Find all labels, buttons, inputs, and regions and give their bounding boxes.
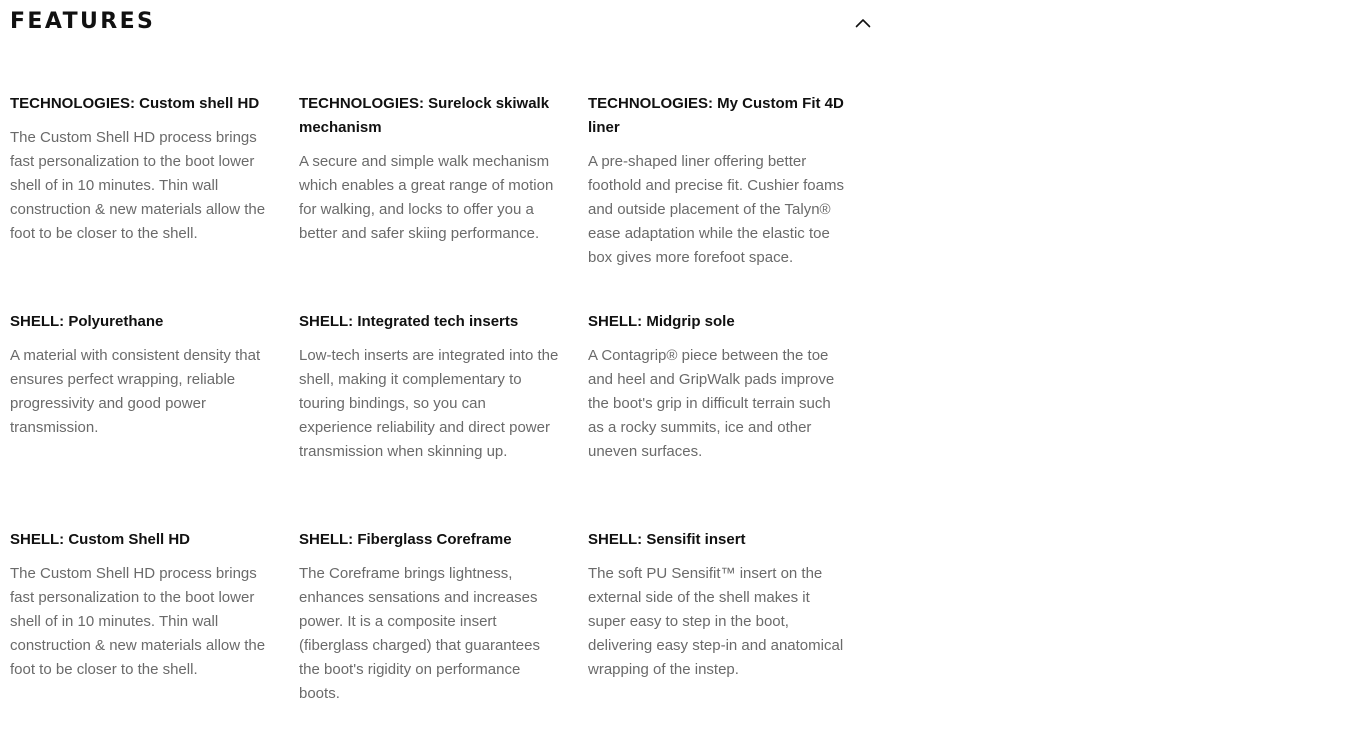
- features-header[interactable]: [10, 0, 872, 48]
- feature-title: SHELL: Fiberglass Coreframe: [299, 531, 512, 548]
- feature-title: TECHNOLOGIES: My Custom Fit 4D liner: [588, 95, 844, 136]
- feature-description: The Coreframe brings lightness, enhances sensations and increases power. It is a composite insert (fiberglass charged) that guarantees the boot's rigidity on performance boots.: [299, 565, 540, 702]
- feature-description: Low-tech inserts are integrated into the shell, making it complementary to touring bindings, so you can experience reliability and direct power transmission when skinning up.: [299, 347, 559, 460]
- feature-description: A pre-shaped liner offering better foothold and precise fit. Cushier foams and outside placement of the Talyn® ease adaptation while the elastic toe box gives more forefoot space.: [588, 153, 844, 266]
- features-grid: [10, 92, 848, 724]
- feature-description: A material with consistent density that ensures perfect wrapping, reliable progressivity and good power transmission.: [10, 347, 261, 436]
- section-title: FEATURES: [10, 9, 156, 34]
- feature-item: [588, 310, 848, 506]
- feature-title: SHELL: Polyurethane: [10, 313, 164, 330]
- feature-description: A Contagrip® piece between the toe and heel and GripWalk pads improve the boot's grip in difficult terrain such as a rocky summits, ice and other uneven surfaces.: [588, 347, 835, 460]
- feature-description: The Custom Shell HD process brings fast personalization to the boot lower shell of in 10 minutes. Thin wall construction & new materials allow the foot to be closer to the shell.: [10, 565, 266, 678]
- feature-description: The Custom Shell HD process brings fast personalization to the boot lower shell of in 10 minutes. Thin wall construction & new materials allow the foot to be closer to the shell.: [10, 129, 266, 242]
- feature-item: [588, 92, 848, 288]
- feature-title: TECHNOLOGIES: Surelock skiwalk mechanism: [299, 95, 550, 136]
- feature-item: [299, 92, 559, 288]
- feature-title: TECHNOLOGIES: Custom shell HD: [10, 95, 260, 112]
- chevron-up-icon[interactable]: [853, 13, 873, 33]
- feature-title: SHELL: Sensifit insert: [588, 531, 746, 548]
- feature-title: SHELL: Integrated tech inserts: [299, 313, 519, 330]
- feature-description: The soft PU Sensifit™ insert on the external side of the shell makes it super easy to step in the boot, delivering easy step-in and anatomical wrapping of the instep.: [588, 565, 844, 678]
- feature-item: [588, 528, 848, 724]
- feature-description: A secure and simple walk mechanism which enables a great range of motion for walking, and locks to offer you a better and safer skiing performance.: [299, 153, 554, 242]
- features-section: [10, 0, 872, 702]
- feature-title: SHELL: Custom Shell HD: [10, 531, 191, 548]
- feature-item: [10, 310, 270, 506]
- feature-item: [10, 528, 270, 724]
- feature-item: [299, 528, 559, 724]
- feature-item: [10, 92, 270, 288]
- feature-item: [299, 310, 559, 506]
- feature-title: SHELL: Midgrip sole: [588, 313, 735, 330]
